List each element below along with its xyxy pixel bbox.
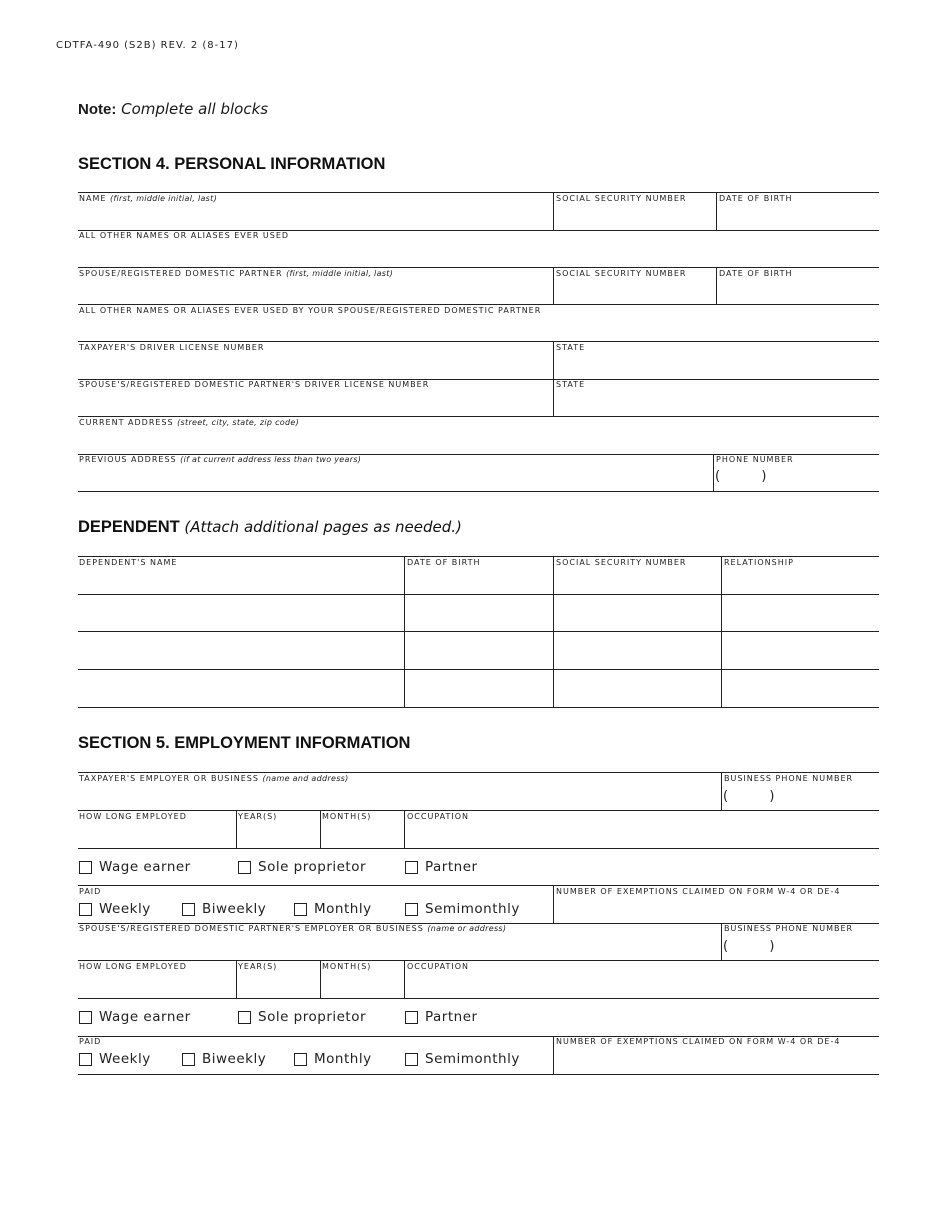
rule <box>78 960 879 961</box>
current-address-field[interactable] <box>79 418 299 428</box>
weekly-checkbox[interactable] <box>79 901 151 917</box>
spouse-monthly-checkbox[interactable] <box>294 1051 372 1067</box>
partner-checkbox[interactable] <box>405 859 478 875</box>
wage-earner-checkbox[interactable] <box>79 859 191 875</box>
driver-license-state-field[interactable]: STATE <box>556 343 586 352</box>
spouse-months-field[interactable]: MONTH(S) <box>322 962 372 971</box>
rule <box>78 192 879 193</box>
checkbox-box[interactable] <box>238 861 251 874</box>
spouse-employer-hint: (name or address) <box>427 924 507 933</box>
rule <box>78 707 879 708</box>
spouse-dob-field[interactable]: DATE OF BIRTH <box>719 269 793 278</box>
rule <box>78 772 879 773</box>
rule <box>78 594 879 595</box>
dob-field[interactable]: DATE OF BIRTH <box>719 194 793 203</box>
rule <box>78 304 879 305</box>
divider <box>713 454 714 491</box>
divider <box>553 1036 554 1074</box>
rule <box>78 491 879 492</box>
paid-label: PAID <box>79 887 102 896</box>
ssn-field[interactable]: SOCIAL SECURITY NUMBER <box>556 194 687 203</box>
spouse-paid-label: PAID <box>79 1037 102 1046</box>
divider <box>404 810 405 848</box>
divider <box>553 885 554 923</box>
spouse-business-phone-area-code: ( ) <box>723 939 775 954</box>
previous-address-label: PREVIOUS ADDRESS <box>79 455 177 464</box>
checkbox-box[interactable] <box>182 903 195 916</box>
spouse-name-label: SPOUSE/REGISTERED DOMESTIC PARTNER <box>79 269 283 278</box>
rule <box>78 631 879 632</box>
spouse-aliases-field[interactable]: ALL OTHER NAMES OR ALIASES EVER USED BY YOUR SPOUSE/REGISTERED DOMESTIC PARTNER <box>79 306 542 315</box>
current-address-hint: (street, city, state, zip code) <box>177 418 299 427</box>
name-hint: (first, middle initial, last) <box>109 194 218 203</box>
current-address-label: CURRENT ADDRESS <box>79 418 174 427</box>
divider <box>716 267 717 304</box>
divider <box>553 556 554 707</box>
dependent-name-header: DEPENDENT'S NAME <box>79 558 178 567</box>
previous-address-field[interactable] <box>79 455 361 465</box>
checkbox-label: Partner <box>425 859 478 875</box>
divider <box>553 341 554 416</box>
dependent-ssn-header: SOCIAL SECURITY NUMBER <box>556 558 687 567</box>
checkbox-label: Wage earner <box>99 1009 191 1025</box>
semimonthly-checkbox[interactable] <box>405 901 520 917</box>
section4-title: SECTION 4. PERSONAL INFORMATION <box>78 155 386 173</box>
checkbox-box[interactable] <box>405 1011 418 1024</box>
checkbox-label: Weekly <box>99 901 151 917</box>
spouse-partner-checkbox[interactable] <box>405 1009 478 1025</box>
business-phone-field[interactable]: BUSINESS PHONE NUMBER <box>724 774 854 783</box>
spouse-weekly-checkbox[interactable] <box>79 1051 151 1067</box>
checkbox-label: Partner <box>425 1009 478 1025</box>
biweekly-checkbox[interactable] <box>182 901 266 917</box>
business-phone-area-code: ( ) <box>723 789 775 804</box>
note-text: Complete all blocks <box>121 100 269 118</box>
rule <box>78 1074 879 1075</box>
divider <box>404 556 405 707</box>
taxpayer-employer-label: TAXPAYER'S EMPLOYER OR BUSINESS <box>79 774 259 783</box>
checkbox-label: Monthly <box>314 901 372 917</box>
checkbox-label: Weekly <box>99 1051 151 1067</box>
checkbox-box[interactable] <box>294 903 307 916</box>
rule <box>78 669 879 670</box>
checkbox-box[interactable] <box>294 1053 307 1066</box>
checkbox-label: Wage earner <box>99 859 191 875</box>
spouse-business-phone-field[interactable]: BUSINESS PHONE NUMBER <box>724 924 854 933</box>
sole-proprietor-checkbox[interactable] <box>238 859 366 875</box>
divider <box>236 810 237 848</box>
monthly-checkbox[interactable] <box>294 901 372 917</box>
previous-address-hint: (if at current address less than two years) <box>180 455 362 464</box>
spouse-name-field[interactable] <box>79 269 393 279</box>
rule <box>78 885 879 886</box>
checkbox-label: Sole proprietor <box>258 859 367 875</box>
aliases-field[interactable]: ALL OTHER NAMES OR ALIASES EVER USED <box>79 231 290 240</box>
checkbox-box[interactable] <box>405 1053 418 1066</box>
rule <box>78 341 879 342</box>
section5-title: SECTION 5. EMPLOYMENT INFORMATION <box>78 734 411 752</box>
divider <box>320 960 321 998</box>
checkbox-box[interactable] <box>79 1011 92 1024</box>
how-long-employed-label: HOW LONG EMPLOYED <box>79 812 187 821</box>
divider <box>721 556 722 707</box>
years-field[interactable]: YEAR(S) <box>238 812 278 821</box>
note <box>78 100 268 118</box>
driver-license-field[interactable]: TAXPAYER'S DRIVER LICENSE NUMBER <box>79 343 265 352</box>
checkbox-box[interactable] <box>79 1053 92 1066</box>
checkbox-label: Biweekly <box>202 1051 267 1067</box>
checkbox-label: Sole proprietor <box>258 1009 367 1025</box>
rule <box>78 848 879 849</box>
name-label: NAME <box>79 194 107 203</box>
spouse-employer-label: SPOUSE'S/REGISTERED DOMESTIC PARTNER'S EMPLOYER OR BUSINESS <box>79 924 424 933</box>
rule <box>78 810 879 811</box>
spouse-employer-field[interactable] <box>79 924 506 934</box>
checkbox-label: Semimonthly <box>425 1051 520 1067</box>
divider <box>721 923 722 960</box>
taxpayer-employer-field[interactable] <box>79 774 349 784</box>
checkbox-box[interactable] <box>238 1011 251 1024</box>
months-field[interactable]: MONTH(S) <box>322 812 372 821</box>
checkbox-box[interactable] <box>182 1053 195 1066</box>
occupation-field[interactable]: OCCUPATION <box>407 812 470 821</box>
divider <box>716 192 717 230</box>
divider <box>404 960 405 998</box>
form-id: CDTFA-490 (S2B) REV. 2 (8-17) <box>56 40 239 51</box>
rule <box>78 267 879 268</box>
spouse-driver-license-field[interactable]: SPOUSE'S/REGISTERED DOMESTIC PARTNER'S DRIVER LICENSE NUMBER <box>79 380 430 389</box>
checkbox-box[interactable] <box>79 861 92 874</box>
rule <box>78 416 879 417</box>
taxpayer-employer-hint: (name and address) <box>262 774 349 783</box>
phone-number-field[interactable]: PHONE NUMBER <box>716 455 794 464</box>
name-field[interactable] <box>79 194 217 204</box>
divider <box>721 772 722 810</box>
checkbox-label: Biweekly <box>202 901 267 917</box>
divider <box>320 810 321 848</box>
spouse-years-field[interactable]: YEAR(S) <box>238 962 278 971</box>
checkbox-box[interactable] <box>79 903 92 916</box>
spouse-occupation-field[interactable]: OCCUPATION <box>407 962 470 971</box>
spouse-driver-license-state-field[interactable]: STATE <box>556 380 586 389</box>
spouse-sole-proprietor-checkbox[interactable] <box>238 1009 366 1025</box>
dependent-title <box>78 518 462 537</box>
spouse-how-long-employed-label: HOW LONG EMPLOYED <box>79 962 187 971</box>
dependent-title-label: DEPENDENT <box>78 518 180 536</box>
divider <box>236 960 237 998</box>
phone-area-code: ( ) <box>715 469 767 484</box>
checkbox-box[interactable] <box>405 903 418 916</box>
rule <box>78 556 879 557</box>
dependent-title-hint: (Attach additional pages as needed.) <box>184 518 462 536</box>
checkbox-label: Monthly <box>314 1051 372 1067</box>
note-label: Note: <box>78 101 117 118</box>
divider <box>553 192 554 230</box>
spouse-biweekly-checkbox[interactable] <box>182 1051 266 1067</box>
divider <box>553 267 554 304</box>
dependent-dob-header: DATE OF BIRTH <box>407 558 481 567</box>
checkbox-box[interactable] <box>405 861 418 874</box>
spouse-exemptions-field[interactable]: NUMBER OF EXEMPTIONS CLAIMED ON FORM W-4 OR DE-4 <box>556 1037 841 1046</box>
spouse-ssn-field[interactable]: SOCIAL SECURITY NUMBER <box>556 269 687 278</box>
checkbox-label: Semimonthly <box>425 901 520 917</box>
spouse-wage-earner-checkbox[interactable] <box>79 1009 191 1025</box>
exemptions-field[interactable]: NUMBER OF EXEMPTIONS CLAIMED ON FORM W-4 OR DE-4 <box>556 887 841 896</box>
dependent-relationship-header: RELATIONSHIP <box>724 558 794 567</box>
spouse-name-hint: (first, middle initial, last) <box>286 269 394 278</box>
rule <box>78 998 879 999</box>
spouse-semimonthly-checkbox[interactable] <box>405 1051 520 1067</box>
